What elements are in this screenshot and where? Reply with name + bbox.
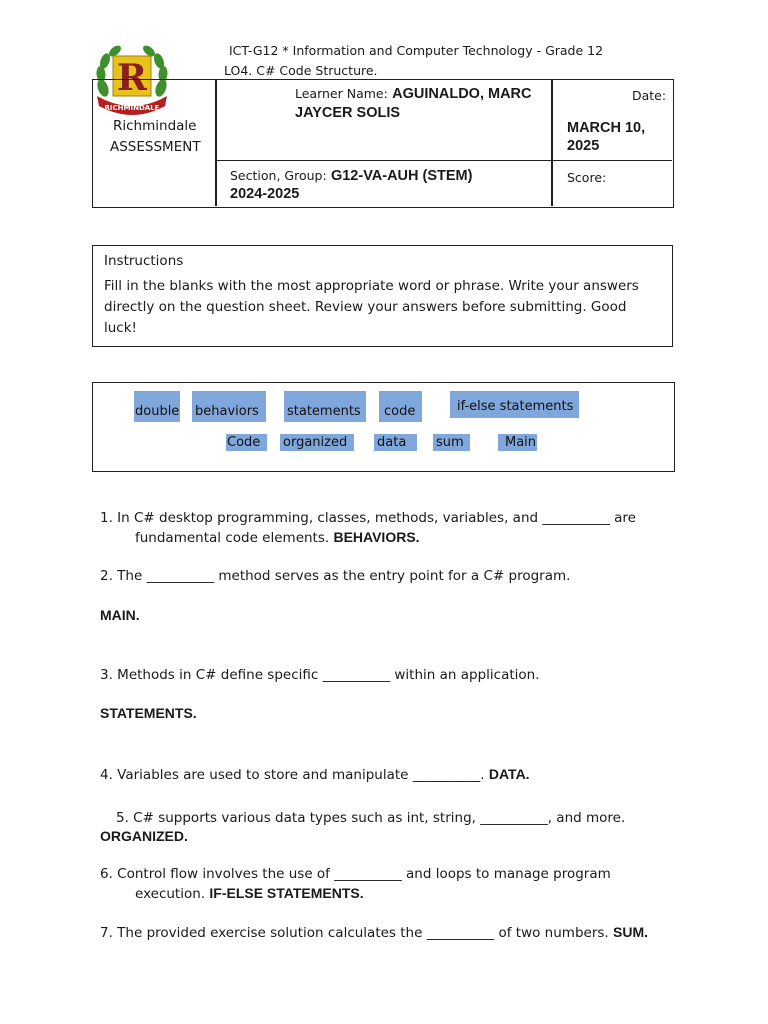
word-bank-item: if-else statements (450, 391, 579, 418)
date-value-1: MARCH 10, (567, 120, 646, 136)
learner-name-label: Learner Name: (295, 86, 388, 101)
question-text: 4. Variables are used to store and manipulate __________. (100, 767, 485, 783)
word-bank-item: statements (284, 391, 366, 422)
answer: DATA. (488, 766, 530, 782)
assessment-label: ASSESSMENT (110, 139, 201, 155)
answer-3: STATEMENTS. (100, 705, 197, 721)
question-5: 5. C# supports various data types such as int, string, __________, and more. (116, 810, 626, 826)
logo-text: RICHMINDALE (104, 104, 160, 112)
question-4 (100, 765, 530, 785)
answer: IF-ELSE STATEMENTS. (209, 885, 364, 901)
learner-name-value-1: AGUINALDO, MARC (392, 86, 532, 102)
question-3: 3. Methods in C# define specific __________ within an application. (100, 667, 540, 683)
instructions-text (104, 276, 639, 339)
word-bank-item: Main (498, 434, 537, 451)
section-value-1: G12-VA-AUH (STEM) (330, 168, 473, 184)
question-2: 2. The __________ method serves as the entry point for a C# program. (100, 568, 571, 584)
instructions-line-3: luck! (104, 320, 137, 336)
instructions-line-1: Fill in the blanks with the most appropriate word or phrase. Write your answers (104, 278, 639, 294)
answer: SUM. (613, 924, 648, 940)
learner-name-field (295, 86, 532, 103)
answer-5: ORGANIZED. (100, 828, 188, 844)
answer-2: MAIN. (100, 607, 140, 623)
learner-name-value-2: JAYCER SOLIS (295, 105, 401, 121)
course-title: ICT-G12 * Information and Computer Technology - Grade 12 (229, 43, 604, 58)
question-1 (100, 509, 636, 548)
instructions-line-2: directly on the question sheet. Review your answers before submitting. Good (104, 299, 627, 315)
word-bank-item: organized (280, 434, 354, 451)
section-label: Section, Group: (230, 168, 327, 183)
word-bank-item: code (379, 391, 422, 422)
word-bank-item: data (374, 434, 417, 451)
instructions-title: Instructions (104, 253, 184, 269)
section-field (230, 168, 472, 185)
lesson-title: LO4. C# Code Structure. (224, 63, 378, 78)
score-label: Score: (567, 170, 607, 185)
school-name: Richmindale (113, 118, 197, 134)
question-text-cont: fundamental code elements. (135, 530, 330, 546)
svg-text:R: R (117, 57, 147, 99)
question-text-cont: execution. (135, 886, 206, 902)
word-bank-item: double (134, 391, 180, 422)
question-text: 6. Control flow involves the use of __________ and loops to manage program (100, 866, 611, 882)
date-value-2: 2025 (567, 138, 600, 154)
date-label: Date: (632, 88, 667, 103)
question-6 (100, 865, 611, 904)
word-bank-item: sum (433, 434, 470, 451)
answer: BEHAVIORS. (333, 529, 420, 545)
question-7 (100, 923, 648, 943)
word-bank-item: behaviors (192, 391, 266, 422)
question-text: 7. The provided exercise solution calculates the __________ of two numbers. (100, 925, 609, 941)
question-text: 1. In C# desktop programming, classes, methods, variables, and __________ are (100, 510, 636, 526)
word-bank-item: Code (226, 434, 267, 451)
section-value-2: 2024-2025 (230, 186, 300, 202)
